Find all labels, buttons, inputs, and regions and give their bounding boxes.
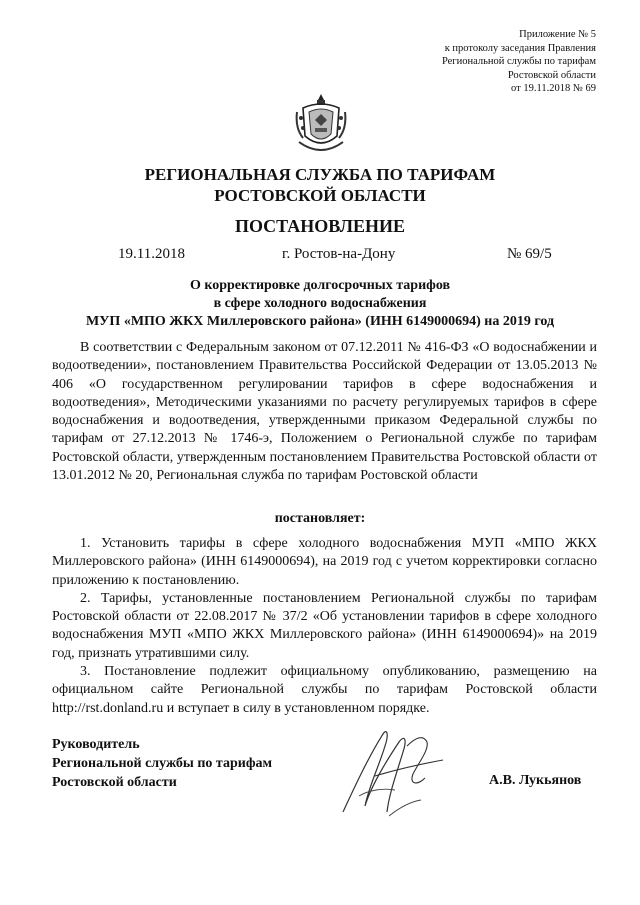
handwritten-signature — [325, 716, 455, 828]
subject-line: МУП «МПО ЖКХ Миллеровского района» (ИНН 6149000694) на 2019 год — [85, 314, 555, 329]
agency-name-line: РЕГИОНАЛЬНАЯ СЛУЖБА ПО ТАРИФАМ — [144, 165, 496, 184]
subject-line: О корректировке долгосрочных тарифов — [189, 278, 451, 293]
signatory-title-line: Ростовской области — [52, 775, 177, 790]
document-city: г. Ростов-на-Дону — [282, 246, 396, 262]
appendix-line: к протоколу заседания Правления — [444, 42, 596, 54]
resolution-item: 2. Тарифы, установленные постановлением Региональной службы по тарифам Ростовской области от 22.08.2017 № 37/2 «Об установлении тарифов в сфере холодного водоснабжения МУП «МПО ЖКХ Миллеровского района» (ИНН 6149000694)» на 2019 год, признать утратившими силу. — [52, 590, 597, 661]
document-number: № 69/5 — [507, 246, 552, 262]
appendix-note — [442, 28, 596, 96]
appendix-line: Ростовской области — [507, 69, 596, 81]
signatory-title-line: Руководитель — [52, 737, 140, 752]
resolves-heading: постановляет: — [274, 511, 366, 526]
appendix-line: от 19.11.2018 № 69 — [511, 83, 596, 94]
subject-line: в сфере холодного водоснабжения — [213, 296, 427, 311]
agency-name-line: РОСТОВСКОЙ ОБЛАСТИ — [214, 186, 426, 205]
resolution-item: 1. Установить тарифы в сфере холодного водоснабжения МУП «МПО ЖКХ Миллеровского района» (ИНН 6149000694), на 2019 год с учетом корректировки согласно приложению к постановлению. — [52, 536, 597, 588]
resolution-item: 3. Постановление подлежит официальному опубликованию, размещению на официальном сайте Региональной службы по тарифам Ростовской области http://rst.donland.ru и вступает в силу в установленном порядке. — [52, 664, 597, 716]
resolution-items — [52, 535, 597, 718]
appendix-line: Приложение № 5 — [519, 29, 596, 40]
document-type: ПОСТАНОВЛЕНИЕ — [234, 216, 406, 236]
agency-name — [0, 164, 640, 206]
document-date: 19.11.2018 — [118, 246, 185, 262]
signatory-title-line: Региональной службы по тарифам — [52, 756, 273, 771]
coat-of-arms-icon — [293, 92, 349, 156]
appendix-line: Региональной службы по тарифам — [441, 56, 596, 67]
document-subject — [0, 277, 640, 331]
signatory-name: А.В. Лукьянов — [489, 773, 582, 788]
preamble-paragraph: В соответствии с Федеральным законом от 07.12.2011 № 416-ФЗ «О водоснабжении и водоотведении», постановлением Правительства Российской Федерации от 13.05.2013 № 406 «О государственном регулировании тарифов в сфере водоснабжения и водоотведения», Методическими указаниями по расчету регулируемых тарифов в сфере водоснабжения и водоотведения, утвержденными приказом Федеральной службы по тарифам от 27.12.2013 № 1746-э, Положением о Региональной службе по тарифам Ростовской области, утвержденным постановлением Правительства Ростовской области от 13.01.2012 № 20, Региональная служба по тарифам Ростовской области — [52, 340, 597, 484]
preamble — [52, 339, 597, 485]
signatory-title — [52, 735, 272, 792]
